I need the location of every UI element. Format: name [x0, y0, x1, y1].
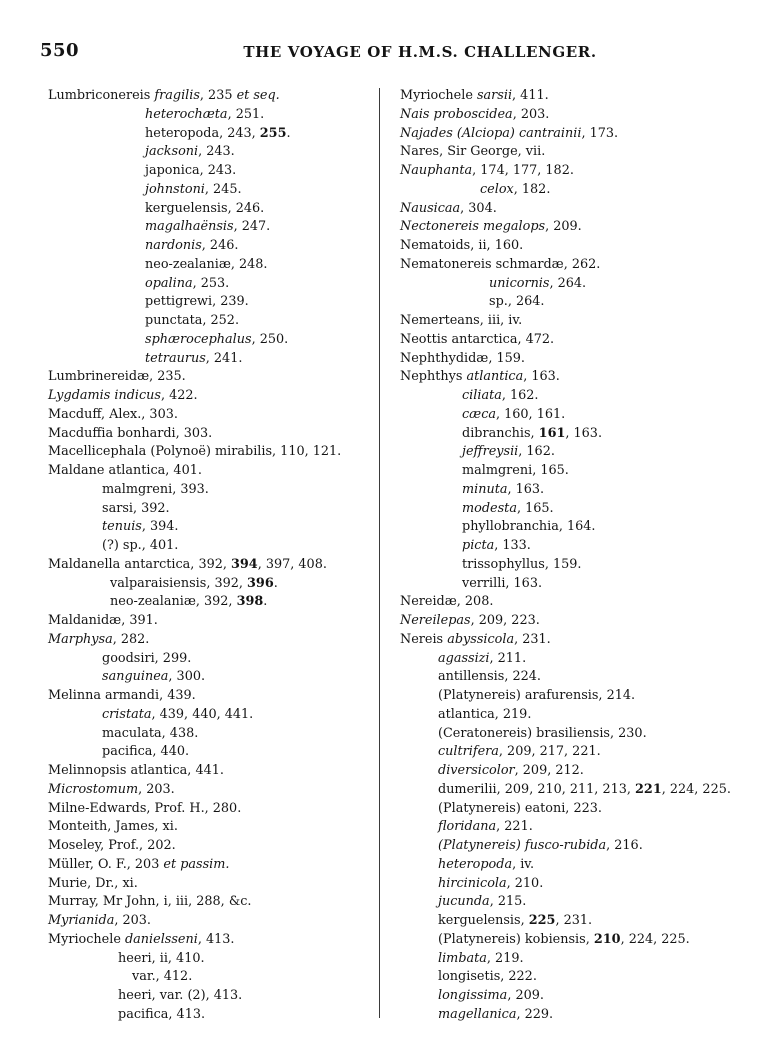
- index-entry: [400, 762, 760, 781]
- entry-text: , 209.: [507, 988, 544, 1003]
- index-entry: [400, 818, 760, 837]
- entry-text: , 203.: [512, 106, 550, 122]
- index-entry: [48, 931, 376, 950]
- entry-text: , 163.: [507, 481, 545, 497]
- entry-text: longissima: [438, 988, 508, 1003]
- index-entry: [400, 312, 760, 331]
- entry-text: agassizi: [438, 650, 490, 666]
- index-entry: [400, 593, 760, 612]
- index-entry: [48, 556, 376, 575]
- index-entry: [400, 687, 760, 706]
- entry-text: ciliata: [462, 388, 502, 403]
- entry-text: jeffreysii: [462, 444, 519, 460]
- entry-text: modesta: [462, 500, 517, 516]
- entry-text: Nectonereis megalops: [400, 219, 546, 235]
- index-entry: [48, 1006, 376, 1025]
- entry-text: neo-zealaniæ, 248.: [145, 256, 268, 272]
- index-entry: [48, 350, 376, 369]
- index-entry: [48, 462, 376, 481]
- entry-text: , 231.: [555, 913, 593, 928]
- entry-text: , 182.: [513, 181, 551, 197]
- entry-text: cæca: [462, 406, 496, 422]
- index-entry: [48, 706, 376, 725]
- entry-text: magellanica: [438, 1006, 517, 1022]
- entry-text: , 162.: [501, 388, 539, 403]
- entry-text: , 221.: [496, 819, 533, 835]
- index-entry: [48, 218, 376, 237]
- index-entry: [400, 725, 760, 744]
- entry-text: punctata, 252.: [145, 313, 240, 328]
- index-entry: [48, 762, 376, 781]
- index-entry: [48, 968, 376, 987]
- entry-text: , 264.: [549, 275, 587, 291]
- entry-text: abyssicola: [447, 631, 515, 647]
- entry-text: jacksoni: [145, 144, 199, 160]
- entry-text: Melinna armandi, 439.: [48, 688, 196, 703]
- index-entry: [48, 518, 376, 537]
- entry-text: Najades (Alciopa) cantrainii: [400, 125, 582, 141]
- entry-text: , 241.: [205, 350, 243, 366]
- index-entry: [400, 575, 760, 594]
- entry-text: 396: [247, 575, 274, 591]
- entry-text: , 209.: [545, 219, 582, 235]
- entry-text: jucunda: [438, 894, 490, 910]
- entry-text: heeri, ii, 410.: [118, 950, 205, 966]
- entry-text: , 413.: [197, 931, 235, 947]
- index-entry: [48, 800, 376, 819]
- entry-text: et seq.: [236, 88, 280, 103]
- index-entry: [400, 106, 760, 125]
- index-entry: [400, 162, 760, 181]
- entry-text: Macellicephala (Polynoë) mirabilis, 110, 121.: [48, 444, 342, 460]
- index-entry: [48, 237, 376, 256]
- entry-text: 210: [593, 931, 621, 947]
- index-entry: [400, 893, 760, 912]
- index-entry: [400, 650, 760, 669]
- index-entry: [400, 668, 760, 687]
- entry-text: , 165.: [516, 500, 554, 516]
- entry-text: Monteith, James, xi.: [48, 819, 178, 835]
- index-entry: [48, 125, 376, 144]
- entry-text: 225: [528, 913, 556, 928]
- entry-text: Marphysa: [48, 631, 113, 647]
- entry-text: , 247.: [233, 219, 271, 235]
- index-entry: [48, 256, 376, 275]
- entry-text: Macduffia bonhardi, 303.: [48, 425, 213, 441]
- entry-text: 398: [236, 594, 264, 610]
- entry-text: tenuis: [102, 519, 142, 535]
- index-entry: [48, 875, 376, 894]
- entry-text: , 397, 408.: [257, 556, 327, 572]
- index-entry: [48, 912, 376, 931]
- index-entry: [48, 443, 376, 462]
- entry-text: Microstomum: [48, 781, 139, 797]
- entry-text: (Platynereis) fusco-rubida: [438, 838, 607, 853]
- entry-text: Lumbrinereidæ, 235.: [48, 369, 186, 385]
- entry-text: Nephthydidæ, 159.: [400, 350, 525, 366]
- index-entry: [400, 125, 760, 144]
- entry-text: Nematonereis schmardæ, 262.: [400, 256, 601, 272]
- page-number: 550: [40, 40, 80, 61]
- index-entry: [48, 612, 376, 631]
- index-entry: [400, 368, 760, 387]
- entry-text: .: [273, 575, 278, 591]
- index-entry: [400, 1006, 760, 1025]
- entry-text: , 304.: [460, 200, 497, 216]
- index-entry: [400, 912, 760, 931]
- entry-text: Melinnopsis atlantica, 441.: [48, 763, 224, 778]
- index-entry: [400, 443, 760, 462]
- entry-text: heteropoda: [438, 856, 513, 872]
- index-entry: [48, 856, 376, 875]
- index-entry: [48, 725, 376, 744]
- index-entry: [400, 875, 760, 894]
- index-entry: [48, 87, 376, 106]
- entry-text: , 210.: [506, 875, 544, 891]
- index-entry: [400, 968, 760, 987]
- entry-text: unicornis: [489, 275, 550, 291]
- index-entry: [400, 331, 760, 350]
- entry-text: , 282.: [112, 631, 150, 647]
- entry-text: trissophyllus, 159.: [462, 556, 582, 572]
- index-entry: [48, 500, 376, 519]
- index-entry: [48, 143, 376, 162]
- entry-text: verrilli, 163.: [462, 575, 543, 591]
- index-entry: [400, 556, 760, 575]
- entry-text: Nais proboscidea: [400, 106, 513, 122]
- index-entry: [400, 87, 760, 106]
- index-entry: [48, 575, 376, 594]
- entry-text: , 235: [199, 88, 237, 103]
- entry-text: (?) sp., 401.: [102, 538, 179, 553]
- entry-text: malmgreni, 165.: [462, 463, 569, 478]
- entry-text: atlantica, 219.: [438, 706, 532, 722]
- index-entry: [400, 800, 760, 819]
- entry-text: fragilis: [154, 88, 200, 103]
- index-entry: [400, 631, 760, 650]
- entry-text: sanguinea: [102, 669, 169, 685]
- entry-text: goodsiri, 299.: [102, 650, 192, 666]
- running-title: THE VOYAGE OF H.M.S. CHALLENGER.: [243, 43, 597, 61]
- index-entry: [400, 181, 760, 200]
- index-entry: [400, 143, 760, 162]
- entry-text: Nares, Sir George, vii.: [400, 144, 546, 160]
- entry-text: sarsi, 392.: [102, 500, 170, 516]
- entry-text: Maldanella antarctica, 392,: [48, 556, 231, 572]
- entry-text: , 216.: [606, 838, 643, 853]
- index-entry: [48, 631, 376, 650]
- index-entry: [48, 312, 376, 331]
- entry-text: diversicolor: [438, 763, 515, 778]
- entry-text: longisetis, 222.: [438, 969, 537, 985]
- entry-text: tetraurus: [145, 350, 206, 366]
- index-entry: [400, 987, 760, 1006]
- entry-text: picta: [462, 538, 495, 553]
- entry-text: 161: [538, 425, 566, 441]
- entry-text: (Platynereis) eatoni, 223.: [438, 800, 602, 816]
- entry-text: floridana: [438, 819, 497, 835]
- index-entry: [400, 350, 760, 369]
- entry-text: , 203.: [114, 913, 151, 928]
- entry-text: sarsii: [476, 88, 513, 103]
- entry-text: pacifica, 413.: [118, 1006, 206, 1022]
- index-entry: [48, 368, 376, 387]
- entry-text: , 231.: [514, 631, 551, 647]
- index-entry: [48, 425, 376, 444]
- entry-text: celox: [480, 181, 514, 197]
- entry-text: 394: [231, 556, 258, 572]
- index-entry: [48, 837, 376, 856]
- entry-text: , 219.: [486, 950, 524, 966]
- entry-text: sphærocephalus: [145, 331, 252, 347]
- entry-text: , 224, 225.: [620, 931, 690, 947]
- index-entry: [48, 987, 376, 1006]
- entry-text: pacifica, 440.: [102, 744, 190, 760]
- entry-text: 255: [259, 125, 287, 141]
- index-entry: [400, 293, 760, 312]
- index-entry: [400, 462, 760, 481]
- entry-text: Myriochele: [48, 931, 125, 947]
- entry-text: et passim.: [163, 856, 230, 872]
- entry-text: , 209, 212.: [514, 763, 584, 778]
- entry-text: opalina: [145, 275, 193, 291]
- entry-text: Lumbriconereis: [48, 88, 155, 103]
- index-entry: [400, 950, 760, 969]
- entry-text: var., 412.: [132, 969, 193, 985]
- entry-text: valparaisiensis, 392,: [110, 575, 248, 591]
- index-column-right: [400, 87, 760, 1025]
- index-entry: [400, 931, 760, 950]
- index-entry: [400, 406, 760, 425]
- entry-text: Lygdamis indicus: [48, 388, 161, 403]
- entry-text: Nereis: [400, 631, 448, 647]
- index-entry: [400, 256, 760, 275]
- index-entry: [400, 481, 760, 500]
- entry-text: Nereilepas: [400, 613, 471, 628]
- entry-text: , 229.: [516, 1006, 554, 1022]
- entry-text: , 394.: [141, 519, 179, 535]
- entry-text: dumerilii, 209, 210, 211, 213,: [438, 781, 636, 797]
- index-entry: [48, 687, 376, 706]
- entry-text: , 245.: [204, 181, 242, 197]
- entry-text: phyllobranchia, 164.: [462, 519, 596, 535]
- entry-text: Nausicaa: [400, 200, 461, 216]
- entry-text: Nemerteans, iii, iv.: [400, 313, 523, 328]
- entry-text: heeri, var. (2), 413.: [118, 988, 243, 1003]
- entry-text: Maldanidæ, 391.: [48, 613, 158, 628]
- entry-text: kerguelensis,: [438, 913, 529, 928]
- entry-text: pettigrewi, 239.: [145, 294, 249, 310]
- entry-text: , iv.: [512, 856, 535, 872]
- index-entry: [400, 612, 760, 631]
- entry-text: , 162.: [518, 444, 555, 460]
- index-entry: [48, 668, 376, 687]
- entry-text: sp., 264.: [489, 294, 545, 310]
- entry-text: Nauphanta: [400, 163, 473, 178]
- entry-text: atlantica: [466, 369, 524, 385]
- index-entry: [48, 481, 376, 500]
- entry-text: maculata, 438.: [102, 725, 199, 741]
- index-entry: [400, 518, 760, 537]
- index-entry: [400, 743, 760, 762]
- entry-text: Murray, Mr John, i, iii, 288, &c.: [48, 894, 252, 910]
- index-entry: [400, 781, 760, 800]
- index-entry: [48, 950, 376, 969]
- entry-text: Nematoids, ii, 160.: [400, 238, 524, 253]
- entry-text: Nephthys: [400, 369, 467, 385]
- entry-text: , 215.: [489, 894, 527, 910]
- entry-text: .: [263, 594, 268, 610]
- entry-text: (Platynereis) arafurensis, 214.: [438, 688, 636, 703]
- entry-text: , 251.: [227, 106, 265, 122]
- index-entry: [48, 537, 376, 556]
- index-entry: [48, 593, 376, 612]
- entry-text: , 250.: [251, 331, 289, 347]
- entry-text: neo-zealaniæ, 392,: [110, 594, 237, 610]
- index-entry: [48, 275, 376, 294]
- index-entry: [400, 425, 760, 444]
- entry-text: , 253.: [192, 275, 230, 291]
- entry-text: , 209, 223.: [470, 613, 540, 628]
- entry-text: , 439, 440, 441.: [151, 706, 254, 722]
- entry-text: limbata: [438, 950, 487, 966]
- entry-text: , 163.: [565, 425, 603, 441]
- entry-text: , 300.: [168, 669, 206, 685]
- entry-text: , 211.: [489, 650, 527, 666]
- entry-text: Myriochele: [400, 88, 477, 103]
- index-entry: [48, 650, 376, 669]
- entry-text: nardonis: [145, 238, 202, 253]
- entry-text: kerguelensis, 246.: [145, 200, 265, 216]
- index-entry: [400, 218, 760, 237]
- index-entry: [400, 837, 760, 856]
- index-entry: [48, 387, 376, 406]
- entry-text: antillensis, 224.: [438, 669, 541, 685]
- entry-text: Maldane atlantica, 401.: [48, 463, 202, 478]
- index-entry: [400, 500, 760, 519]
- index-entry: [48, 162, 376, 181]
- entry-text: , 133.: [494, 538, 531, 553]
- index-entry: [400, 275, 760, 294]
- entry-text: magalhaënsis: [145, 219, 234, 235]
- entry-text: , 174, 177, 182.: [472, 163, 574, 178]
- entry-text: heterochæta: [145, 106, 228, 122]
- entry-text: (Platynereis) kobiensis,: [438, 931, 594, 947]
- entry-text: , 160, 161.: [496, 406, 566, 422]
- entry-text: , 243.: [198, 144, 235, 160]
- entry-text: , 411.: [512, 88, 549, 103]
- entry-text: danielsseni: [124, 931, 198, 947]
- entry-text: japonica, 243.: [145, 163, 237, 178]
- index-entry: [400, 537, 760, 556]
- index-column-left: [48, 87, 376, 1025]
- entry-text: Müller, O. F., 203: [48, 856, 164, 872]
- entry-text: , 203.: [138, 781, 175, 797]
- index-entry: [48, 818, 376, 837]
- index-entry: [400, 237, 760, 256]
- entry-text: Macduff, Alex., 303.: [48, 406, 178, 422]
- entry-text: Myrianida: [48, 913, 115, 928]
- entry-text: cultrifera: [438, 744, 499, 760]
- entry-text: johnstoni: [145, 181, 205, 197]
- entry-text: , 246.: [201, 238, 239, 253]
- index-entry: [400, 856, 760, 875]
- column-divider: [379, 88, 380, 1018]
- index-entry: [48, 181, 376, 200]
- entry-text: Milne-Edwards, Prof. H., 280.: [48, 800, 242, 816]
- index-entry: [48, 293, 376, 312]
- entry-text: hircinicola: [438, 875, 507, 891]
- index-entry: [400, 387, 760, 406]
- entry-text: malmgreni, 393.: [102, 481, 209, 497]
- index-entry: [48, 406, 376, 425]
- index-entry: [48, 331, 376, 350]
- index-entry: [48, 893, 376, 912]
- entry-text: Nereidæ, 208.: [400, 594, 494, 610]
- entry-text: (Ceratonereis) brasiliensis, 230.: [438, 725, 647, 741]
- entry-text: .: [286, 125, 291, 141]
- entry-text: minuta: [462, 481, 508, 497]
- index-entry: [400, 706, 760, 725]
- entry-text: , 224, 225.: [661, 781, 731, 797]
- index-entry: [48, 781, 376, 800]
- entry-text: , 173.: [581, 125, 619, 141]
- entry-text: , 209, 217, 221.: [498, 744, 601, 760]
- entry-text: Neottis antarctica, 472.: [400, 331, 555, 347]
- entry-text: Moseley, Prof., 202.: [48, 838, 176, 853]
- entry-text: 221: [635, 781, 662, 797]
- index-entry: [48, 106, 376, 125]
- entry-text: Murie, Dr., xi.: [48, 875, 138, 891]
- entry-text: , 163.: [523, 369, 560, 385]
- index-entry: [400, 200, 760, 219]
- entry-text: heteropoda, 243,: [145, 125, 260, 141]
- entry-text: , 422.: [160, 388, 198, 403]
- index-entry: [48, 200, 376, 219]
- entry-text: cristata: [102, 706, 152, 722]
- entry-text: dibranchis,: [462, 425, 539, 441]
- index-entry: [48, 743, 376, 762]
